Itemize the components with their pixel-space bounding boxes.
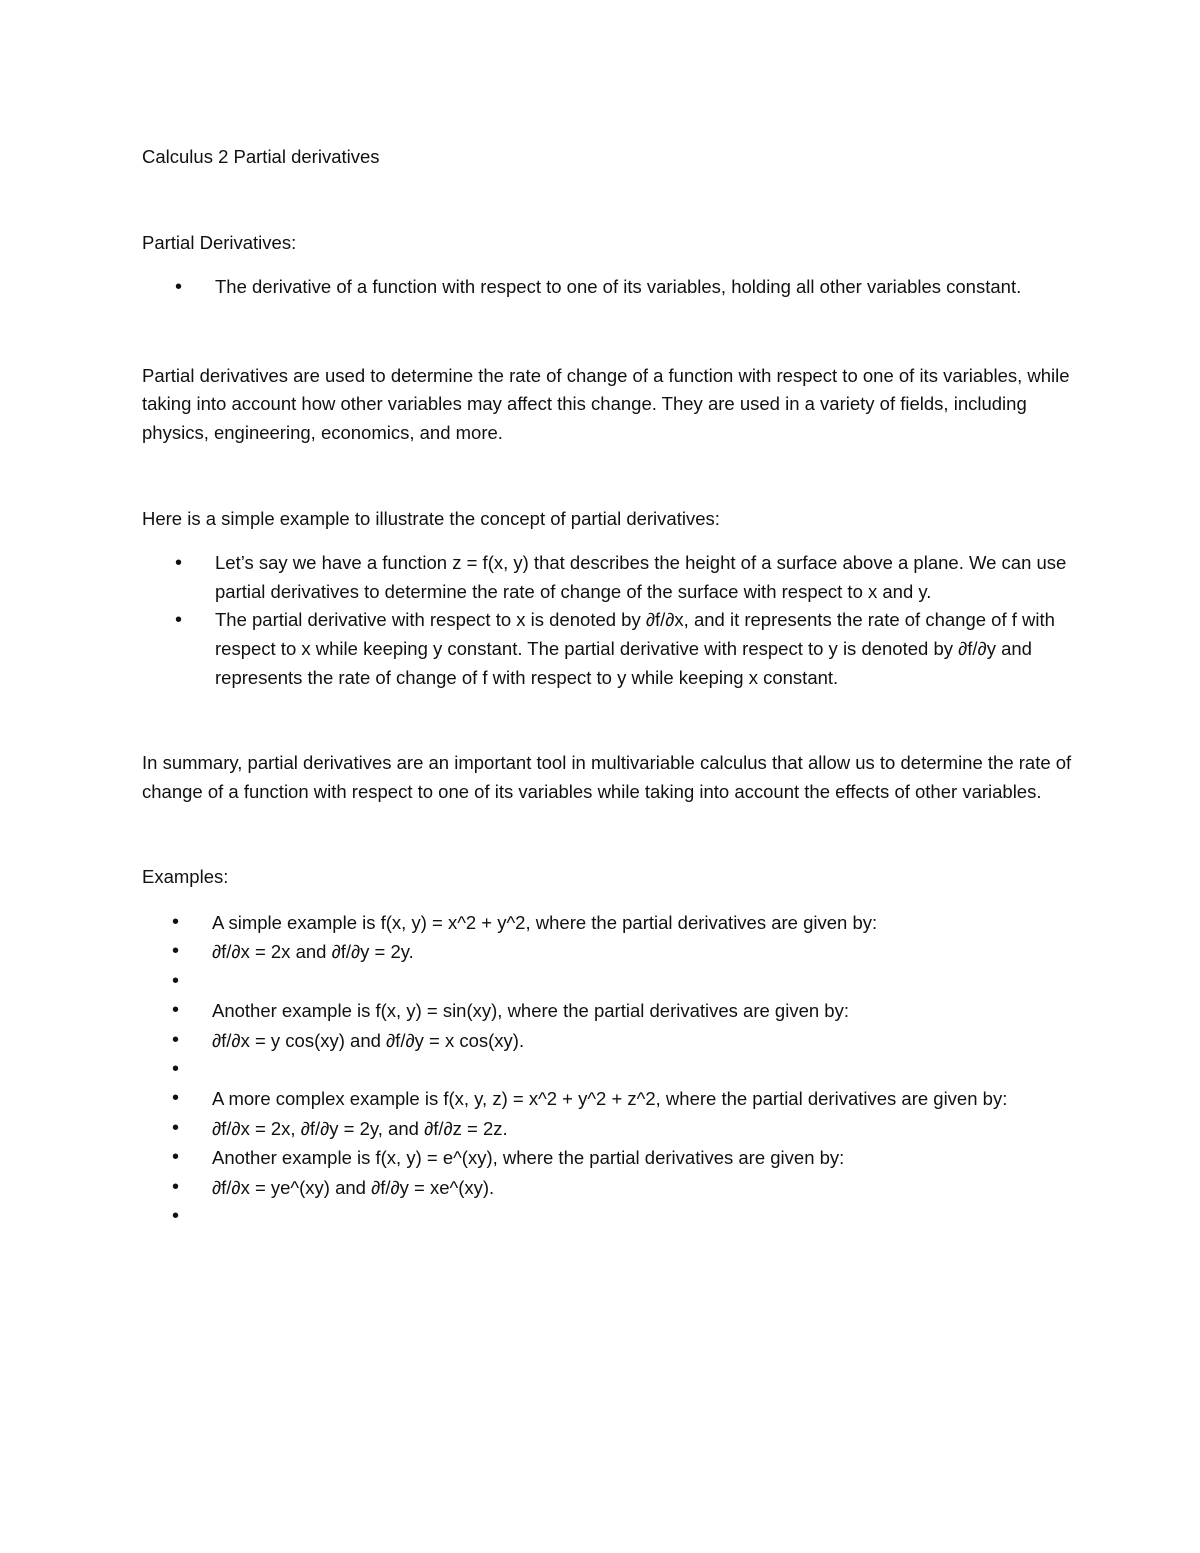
document-title: Calculus 2 Partial derivatives [142,146,380,167]
paragraph-summary: In summary, partial derivatives are an important tool in multivariable calculus that allow us to determine the rate of change of a function with respect to one of its variables while taking into account the effects of other variables. [142,752,1072,802]
spacer [142,172,1072,229]
spacer [142,257,1072,273]
spacer [142,692,1072,749]
spacer [142,892,1072,908]
list-item: • ∂f/∂x = 2x and ∂f/∂y = 2y. [142,937,1072,966]
list-item: • A more complex example is f(x, y, z) = x^2 + y^2 + z^2, where the partial derivatives are given by: [142,1084,1072,1113]
document-content [142,143,1072,1231]
list-item: • Let’s say we have a function z = f(x, y) that describes the height of a surface above a plane. We can use partial derivatives to determine the rate of change of the surface with respect to x and y. [142,549,1072,606]
list-item: • The derivative of a function with respect to one of its variables, holding all other variables constant. [142,273,1072,302]
list-item: • The partial derivative with respect to x is denoted by ∂f/∂x, and it represents the rate of change of f with respect to x while keeping y constant. The partial derivative with respect to y is denoted by ∂f/∂y and represents the rate of change of f with respect to y while keeping x constant. [142,606,1072,692]
list-item: • ∂f/∂x = y cos(xy) and ∂f/∂y = x cos(xy). [142,1026,1072,1055]
examples-bullet-list [142,908,1072,1231]
section-heading-examples: Examples: [142,866,229,888]
list-item: • ∂f/∂x = ye^(xy) and ∂f/∂y = xe^(xy). [142,1173,1072,1202]
spacer [142,448,1072,505]
list-item [142,1202,1072,1231]
list-item [142,967,1072,996]
list-item [142,1055,1072,1084]
spacer [142,806,1072,863]
section-heading-partial-derivatives: Partial Derivatives: [142,231,297,253]
list-item: • ∂f/∂x = 2x, ∂f/∂y = 2y, and ∂f/∂z = 2z. [142,1114,1072,1143]
spacer [142,533,1072,549]
list-item: • Another example is f(x, y) = e^(xy), where the partial derivatives are given by: [142,1143,1072,1172]
list-item: • A simple example is f(x, y) = x^2 + y^2, where the partial derivatives are given by: [142,908,1072,937]
paragraph-usage: Partial derivatives are used to determine the rate of change of a function with respect to one of its variables, while taking into account how other variables may affect this change. They are used in a variety of fields, including physics, engineering, economics, and more. [142,364,1070,443]
list-item: • Another example is f(x, y) = sin(xy), where the partial derivatives are given by: [142,996,1072,1025]
definition-bullet-list [142,273,1072,302]
concept-bullet-list [142,549,1072,692]
spacer [142,302,1072,362]
paragraph-example-intro: Here is a simple example to illustrate the concept of partial derivatives: [142,507,720,529]
